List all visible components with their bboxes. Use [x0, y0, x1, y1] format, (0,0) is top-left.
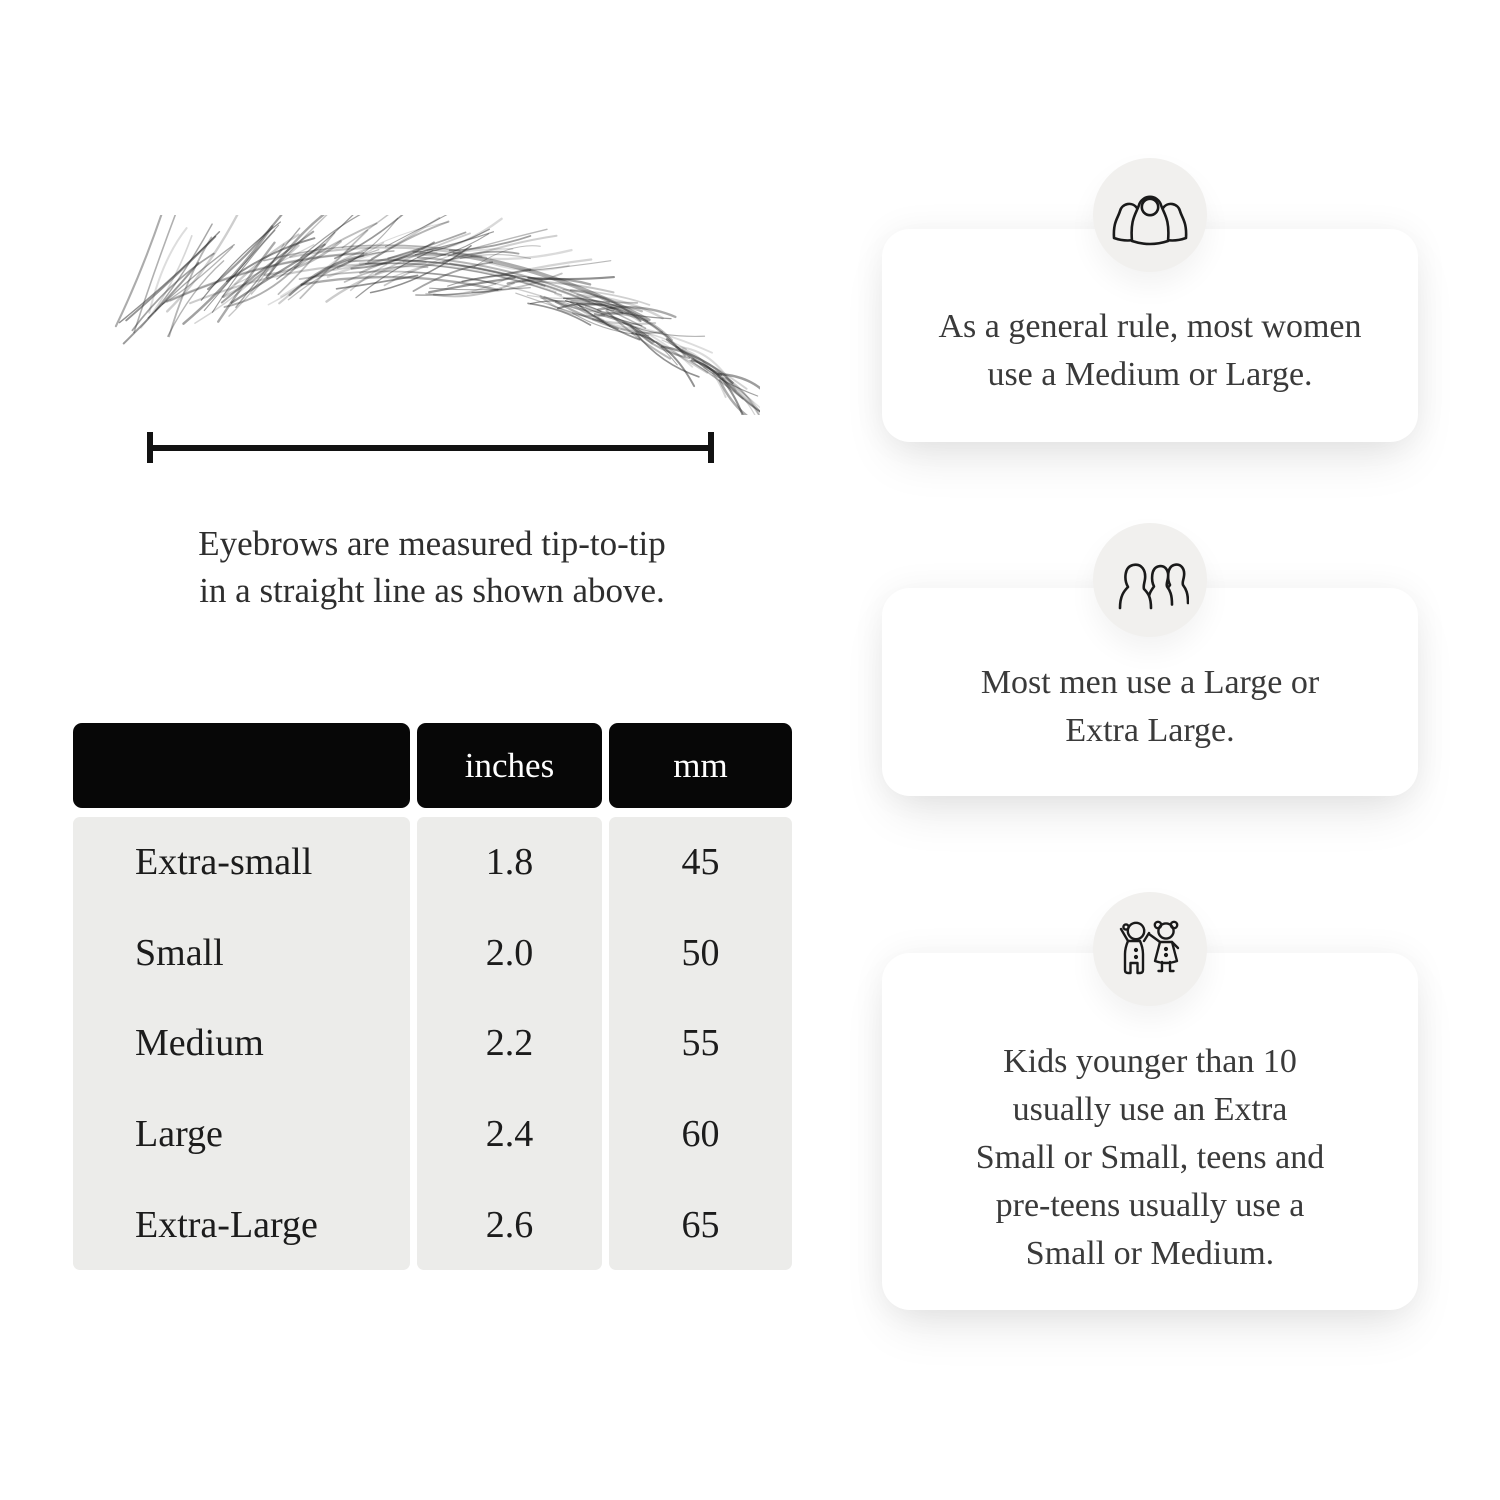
table-cell-mm: 65 [681, 1203, 720, 1246]
kids-icon [1093, 892, 1207, 1006]
table-cell-inches: 1.8 [485, 841, 534, 884]
size-table [73, 723, 792, 1270]
table-cell-mm: 60 [681, 1113, 720, 1156]
table-header-mm: mm [609, 723, 792, 808]
eyebrow-illustration [100, 215, 760, 415]
card-text-line: Small or Small, teens and [975, 1138, 1325, 1176]
measurement-line [150, 445, 712, 451]
caption-line-2: in a straight line as shown above. [199, 571, 665, 610]
table-cell-mm: 45 [681, 841, 720, 884]
advice-card-kids [882, 953, 1418, 1310]
table-column-size-labels [73, 817, 410, 1270]
table-row-label: Large [135, 1113, 223, 1156]
table-row-label: Extra-Large [135, 1203, 318, 1246]
table-cell-inches: 2.0 [485, 931, 534, 974]
card-text-line: As a general rule, most women [938, 307, 1362, 345]
table-column-mm [609, 817, 792, 1270]
table-row-label: Small [135, 931, 224, 974]
advice-card-men [882, 588, 1418, 796]
card-text-line: Most men use a Large or [980, 664, 1320, 701]
measurement-caption [118, 520, 746, 614]
advice-card-women [882, 229, 1418, 442]
card-text-line: Kids younger than 10 [1003, 1042, 1297, 1080]
table-row-label: Medium [135, 1022, 264, 1065]
caption-line-1: Eyebrows are measured tip-to-tip [198, 524, 666, 563]
measurement-line-left-cap [147, 432, 153, 463]
card-text-line: usually use an Extra [1012, 1090, 1288, 1128]
table-column-inches [417, 817, 602, 1270]
card-text-line: use a Medium or Large. [987, 355, 1313, 393]
table-header-inches: inches [417, 723, 602, 808]
measurement-line-right-cap [708, 432, 714, 463]
women-group-icon [1093, 158, 1207, 272]
table-cell-mm: 55 [681, 1022, 720, 1065]
card-text-line: pre-teens usually use a [995, 1186, 1305, 1224]
card-text-line: Extra Large. [1065, 712, 1235, 749]
eyebrow-sketch-svg [100, 215, 760, 415]
table-cell-inches: 2.4 [485, 1113, 534, 1156]
men-group-icon [1093, 523, 1207, 637]
table-cell-inches: 2.6 [485, 1203, 534, 1246]
table-row-label: Extra-small [135, 841, 313, 884]
card-text-line: Small or Medium. [1025, 1234, 1275, 1272]
table-cell-mm: 50 [681, 931, 720, 974]
table-header-size [73, 723, 410, 808]
table-cell-inches: 2.2 [485, 1022, 534, 1065]
